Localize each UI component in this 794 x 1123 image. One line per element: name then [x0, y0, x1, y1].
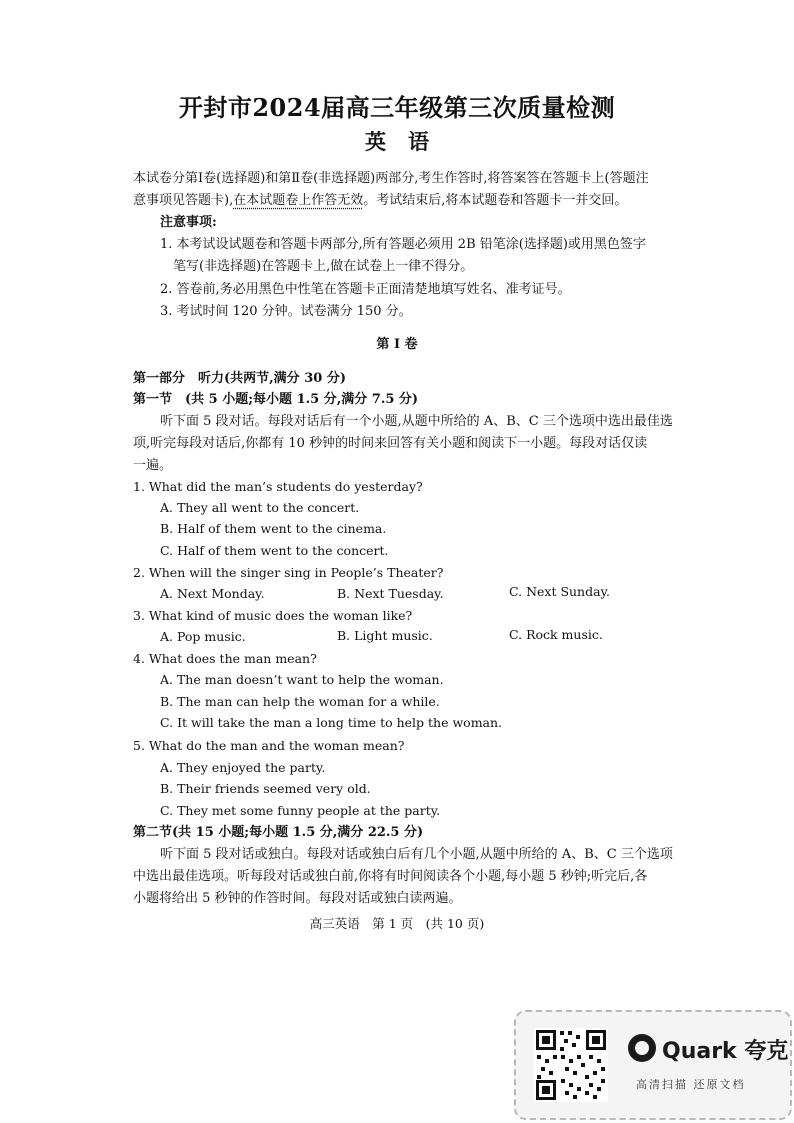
- section2-instructions-3: 小题将给出 5 秒钟的作答时间。每段对话或独白读两遍。: [133, 891, 462, 906]
- intro-line-2: [133, 190, 627, 212]
- question-4-option-b: B. The man can help the woman for a while.: [160, 694, 440, 709]
- subject-title: 英语: [365, 129, 451, 154]
- notes-item-2: 2. 答卷前,务必用黑色中性笔在答题卡正面清楚地填写姓名、准考证号。: [160, 282, 571, 297]
- question-2-option-c: C. Next Sunday.: [509, 584, 610, 599]
- question-4: 4. What does the man mean?: [133, 651, 317, 666]
- section2-instructions-1: 听下面 5 段对话或独白。每段对话或独白后有几个小题,从题中所给的 A、B、C 三个选项: [160, 847, 673, 862]
- question-5-option-b: B. Their friends seemed very old.: [160, 781, 371, 796]
- intro-line-2-a: 意事项见答题卡),: [133, 193, 234, 208]
- question-3-option-c: C. Rock music.: [509, 627, 603, 642]
- question-2-option-a: A. Next Monday.: [160, 586, 265, 601]
- notes-item-3: 3. 考试时间 120 分钟。试卷满分 150 分。: [160, 304, 412, 319]
- quark-watermark-badge: [514, 1010, 792, 1120]
- notes-heading: 注意事项:: [160, 215, 217, 230]
- section1-heading: 第一节 (共 5 小题;每小题 1.5 分,满分 7.5 分): [133, 392, 419, 407]
- question-3: 3. What kind of music does the woman like?: [133, 608, 413, 623]
- question-1-option-b: B. Half of them went to the cinema.: [160, 521, 387, 536]
- question-2-option-b: B. Next Tuesday.: [337, 586, 444, 601]
- intro-emphasis: 在本试题卷上作答无效: [233, 193, 364, 208]
- question-4-option-c: C. It will take the man a long time to help the woman.: [160, 715, 503, 730]
- quark-logo-icon: [628, 1034, 656, 1062]
- section2-heading: 第二节(共 15 小题;每小题 1.5 分,满分 22.5 分): [133, 825, 424, 840]
- part1-heading: 第一部分 听力(共两节,满分 30 分): [133, 371, 346, 386]
- section2-instructions-2: 中选出最佳选项。听每段对话或独白前,你将有时间阅读各个小题,每小题 5 秒钟;听完后,各: [133, 869, 648, 884]
- question-5-option-a: A. They enjoyed the party.: [160, 760, 326, 775]
- question-3-option-b: B. Light music.: [337, 628, 433, 643]
- question-5-option-c: C. They met some funny people at the party.: [160, 803, 441, 818]
- question-1-option-a: A. They all went to the concert.: [160, 500, 360, 515]
- volume-title: 第 Ⅰ 卷: [376, 337, 418, 352]
- question-1: 1. What did the man’s students do yesterday?: [133, 479, 423, 494]
- question-2: 2. When will the singer sing in People’s Theater?: [133, 565, 444, 580]
- question-4-option-a: A. The man doesn’t want to help the woman.: [160, 672, 444, 687]
- question-5: 5. What do the man and the woman mean?: [133, 738, 405, 753]
- quark-brand-name: Quark 夸克: [662, 1039, 789, 1064]
- section1-instructions-1: 听下面 5 段对话。每段对话后有一个小题,从题中所给的 A、B、C 三个选项中选出最佳选: [160, 414, 673, 429]
- notes-item-1-line-1: 1. 本考试设试题卷和答题卡两部分,所有答题必须用 2B 铅笔涂(选择题)或用黑色签字: [160, 237, 646, 252]
- section1-instructions-2: 项,听完每段对话后,你都有 10 秒钟的时间来回答有关小题和阅读下一小题。每段对话仅读: [133, 436, 648, 451]
- question-1-option-c: C. Half of them went to the concert.: [160, 543, 389, 558]
- notes-item-1-line-2: 笔写(非选择题)在答题卡上,做在试卷上一律不得分。: [173, 259, 474, 274]
- quark-tagline: 高清扫描 还原文档: [636, 1078, 746, 1091]
- page-footer: 高三英语 第 1 页 (共 10 页): [309, 916, 485, 931]
- qr-code-icon: [534, 1028, 608, 1102]
- page-title: 开封市2024届高三年级第三次质量检测: [178, 93, 616, 122]
- intro-line-1: 本试卷分第Ⅰ卷(选择题)和第Ⅱ卷(非选择题)两部分,考生作答时,将答案答在答题卡上(答题注: [133, 171, 649, 186]
- intro-line-2-b: 。考试结束后,将本试题卷和答题卡一并交回。: [363, 193, 628, 208]
- section1-instructions-3: 一遍。: [133, 458, 173, 473]
- question-3-option-a: A. Pop music.: [160, 629, 246, 644]
